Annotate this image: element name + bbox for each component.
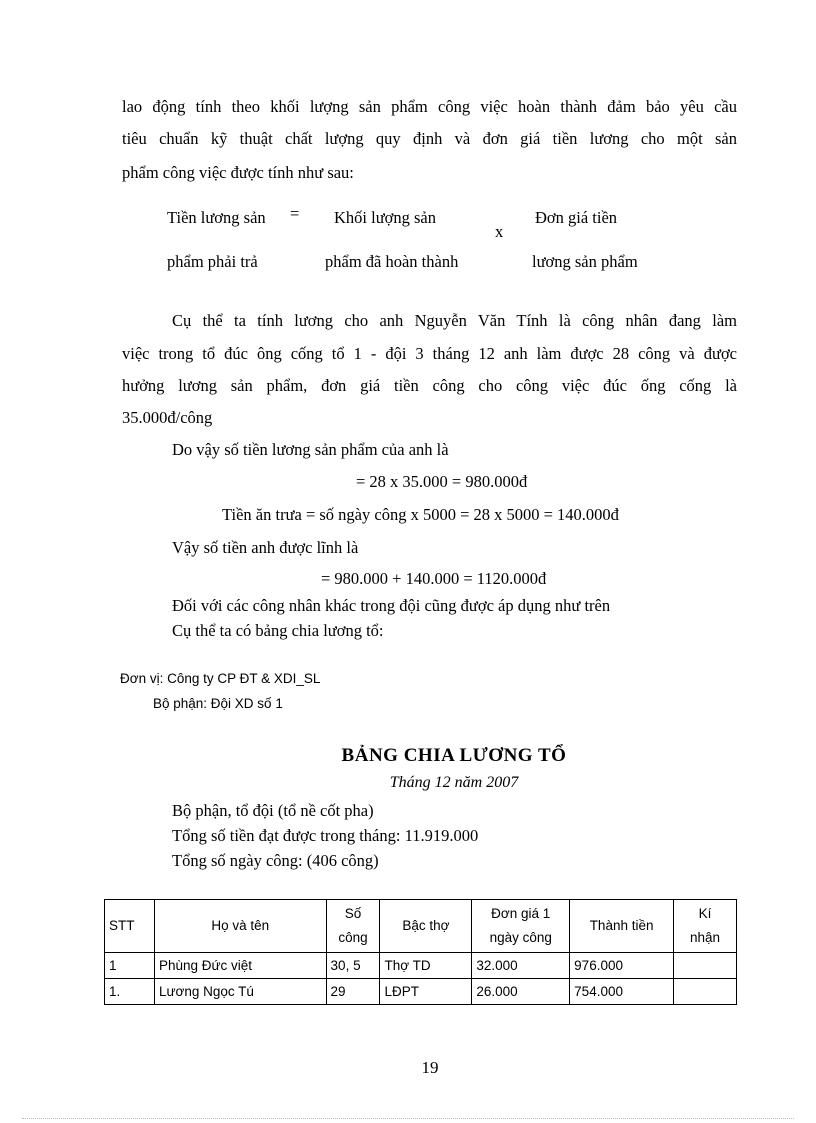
calc-intro: Do vậy số tiền lương sản phẩm của anh là [172, 440, 449, 459]
paragraph-line: việc trong tổ đúc ông cống tổ 1 - đội 3 tháng 12 anh làm được 28 công và được [122, 344, 737, 363]
formula-left-line1: Tiền lương sản [167, 208, 266, 227]
cell-stt: 1 [105, 953, 155, 979]
cell-rate: 26.000 [472, 979, 570, 1005]
header-grade: Bậc thợ [380, 900, 472, 953]
table-header-row [105, 900, 737, 953]
cell-days: 30, 5 [326, 953, 380, 979]
header-amount: Thành tiền [570, 900, 674, 953]
calc-others: Đối với các công nhân khác trong đội cũng được áp dụng như trên [172, 596, 611, 615]
cell-rate: 32.000 [472, 953, 570, 979]
header-sign-line1: Kí [698, 906, 712, 921]
table-subtitle: Tháng 12 năm 2007 [389, 774, 519, 791]
paragraph-line: lao động tính theo khối lượng sản phẩm công việc hoàn thành đảm bảo yêu cầu [122, 97, 737, 116]
formula-left-line2: phẩm phải trả [167, 252, 258, 271]
cell-grade: LĐPT [380, 979, 472, 1005]
unit-department: Bộ phận: Đội XD số 1 [153, 696, 283, 711]
table-row [105, 953, 737, 979]
page-bottom-border [22, 1118, 794, 1119]
cell-stt: 1. [105, 979, 155, 1005]
header-days [326, 900, 380, 953]
calc-result: = 28 x 35.000 = 980.000đ [356, 472, 528, 491]
header-rate-line2: ngày công [489, 930, 552, 945]
unit-company: Đơn vị: Công ty CP ĐT & XDI_SL [120, 671, 321, 686]
cell-days: 29 [326, 979, 380, 1005]
formula-middle-line2: phẩm đã hoàn thành [325, 252, 459, 271]
paragraph-line: phẩm công việc được tính như sau: [122, 163, 354, 182]
summary-total-days: Tổng số ngày công: (406 công) [172, 851, 379, 870]
formula-equals: = [290, 204, 300, 223]
cell-grade: Thợ TD [380, 953, 472, 979]
cell-name: Lương Ngọc Tú [154, 979, 326, 1005]
header-name: Họ và tên [154, 900, 326, 953]
cell-sign [674, 953, 737, 979]
calc-total: = 980.000 + 140.000 = 1120.000đ [321, 569, 547, 588]
paragraph-line: 35.000đ/công [122, 408, 213, 427]
summary-total-money: Tổng số tiền đạt được trong tháng: 11.919.000 [172, 826, 479, 845]
header-rate [472, 900, 570, 953]
header-sign-line2: nhận [689, 930, 721, 945]
summary-team: Bộ phận, tổ đội (tổ nề cốt pha) [172, 801, 374, 820]
header-stt: STT [105, 900, 155, 953]
cell-sign [674, 979, 737, 1005]
formula-right-line1: Đơn giá tiền [535, 208, 618, 227]
formula-times: x [495, 222, 504, 241]
paragraph-line: Cụ thể ta tính lương cho anh Nguyễn Văn Tính là công nhân đang làm [172, 311, 737, 330]
paragraph-line: tiêu chuẩn kỹ thuật chất lượng quy định và đơn giá tiền lương cho một sản [122, 129, 737, 148]
table-title: BẢNG CHIA LƯƠNG TỔ [341, 745, 567, 766]
calc-total-intro: Vậy số tiền anh được lĩnh là [172, 538, 359, 557]
header-sign [674, 900, 737, 953]
header-days-line1: Số [344, 906, 362, 921]
formula-right-line2: lương sản phẩm [532, 252, 638, 271]
formula-middle-line1: Khối lượng sản [334, 208, 436, 227]
header-rate-line1: Đơn giá 1 [491, 906, 551, 921]
salary-table [104, 899, 737, 1005]
table-row [105, 979, 737, 1005]
page-number: 19 [421, 1058, 439, 1077]
paragraph-line: hưởng lương sản phẩm, đơn giá tiền công cho công việc đúc ống cống là [122, 376, 737, 395]
cell-amount: 976.000 [570, 953, 674, 979]
calc-table-intro: Cụ thể ta có bảng chia lương tổ: [172, 621, 384, 640]
cell-name: Phùng Đức việt [154, 953, 326, 979]
header-days-line2: công [338, 930, 368, 945]
cell-amount: 754.000 [570, 979, 674, 1005]
calc-lunch: Tiền ăn trưa = số ngày công x 5000 = 28 x 5000 = 140.000đ [222, 505, 619, 524]
